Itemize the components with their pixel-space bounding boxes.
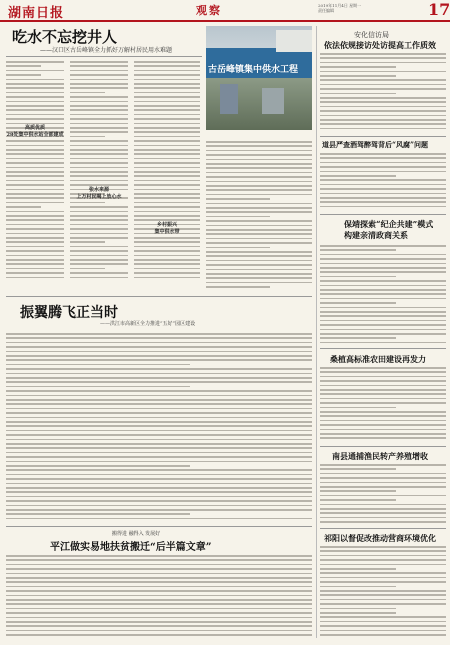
divider (320, 136, 446, 137)
story-title: 振翼腾飞正当时 (20, 305, 118, 321)
divider (6, 56, 202, 57)
section-subhead: 乡村振兴 (156, 222, 177, 228)
story-title: 依法依规接访处访提高工作质效 (324, 40, 436, 50)
divider (320, 214, 446, 215)
divider (6, 526, 312, 527)
section-subhead: 集中供水带 (154, 229, 180, 235)
article-body (320, 463, 446, 525)
section-subhead: 上万村民喝上放心水 (76, 194, 122, 200)
story-kicker: 安化信访局 (354, 31, 389, 39)
divider (6, 296, 312, 297)
article-column (206, 140, 312, 290)
article-body (320, 152, 446, 210)
story-kicker: 搬得进 融得入 发展好 (112, 531, 161, 537)
divider (320, 348, 446, 349)
divider (320, 528, 446, 529)
story-title: 保靖探索“纪企共建”模式 (344, 219, 434, 229)
date-line: 2019年11月4日 星期一 (318, 3, 362, 8)
article-body (320, 366, 446, 442)
editor-line: 责任编辑 (318, 8, 334, 13)
news-photo (206, 26, 312, 130)
section-subhead: 张水来源 (88, 187, 109, 193)
photo-sign: 古岳峰镇集中供水工程 (208, 65, 299, 75)
story-title: 吃水不忘挖井人 (12, 28, 118, 46)
story-subtitle: ——洪江市高新区全力推进“五好”园区建设 (100, 321, 196, 327)
story-title: 构建亲清政商关系 (344, 230, 408, 240)
section-subhead: 高质优质 (24, 125, 45, 131)
column-divider (316, 26, 317, 638)
article-body (320, 545, 446, 640)
article-body (6, 332, 312, 522)
section-subhead: 28处集中供水站全部建成 (6, 132, 64, 138)
article-column (134, 60, 200, 280)
article-body (6, 554, 312, 640)
story-title: 道县严查酒驾醉驾背后“风腐”问题 (322, 140, 429, 149)
section-title: 观察 (196, 4, 222, 17)
article-column (6, 60, 64, 280)
page-number: 17 (428, 0, 450, 19)
story-title: 平江做实易地扶贫搬迁“后半篇文章” (50, 542, 212, 553)
issue-date (318, 3, 402, 13)
article-column (70, 60, 128, 280)
article-body (320, 244, 446, 344)
divider (320, 446, 446, 447)
story-subtitle: ——汉口区古岳峰镇全力抓好万解村居民用水难题 (40, 47, 173, 54)
story-title: 桑植高标准农田建设再发力 (330, 354, 426, 364)
story-title: 南县通捕渔民转产养殖增收 (332, 451, 428, 461)
newspaper-logo: 湖南日报 (8, 6, 65, 21)
story-title: 祁阳以督促改推动营商环境优化 (324, 533, 436, 543)
article-body (320, 52, 446, 132)
